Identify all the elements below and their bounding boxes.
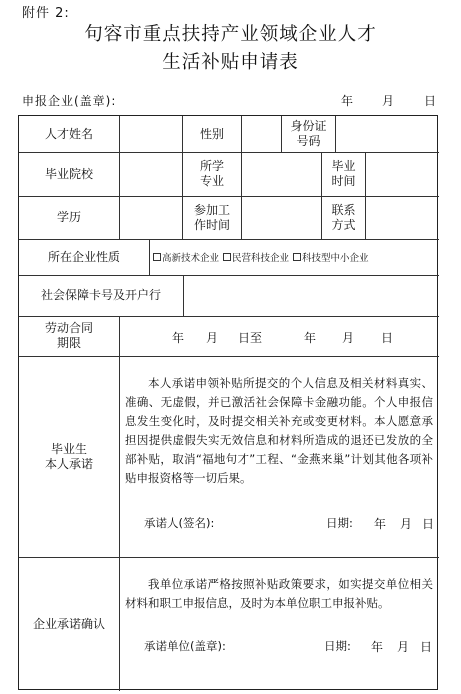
social-security-label: 社会保障卡号及开户行	[40, 288, 161, 302]
talent-name-label: 人才姓名	[44, 126, 93, 141]
option-high-tech[interactable]: 高新技术企业	[153, 250, 219, 264]
graduate-school-field[interactable]	[120, 152, 182, 196]
option-private-tech[interactable]: 民营科技企业	[223, 250, 289, 264]
graduate-date-year: 年	[374, 517, 387, 531]
enterprise-type-label: 所在企业性质	[47, 249, 120, 264]
talent-name-field[interactable]	[120, 116, 182, 152]
contract-end-year: 年	[304, 331, 317, 345]
contract-end-day: 日	[381, 331, 394, 345]
form-title-line2: 生活补贴申请表	[162, 52, 299, 73]
form-title-line1: 句容市重点扶持产业领域企业人才	[84, 24, 377, 45]
attachment-label: 附件 2:	[22, 6, 70, 21]
enterprise-date-label: 日期:	[324, 639, 351, 653]
enterprise-date-year: 年	[371, 640, 384, 654]
graduate-school-label: 毕业院校	[44, 166, 93, 181]
graduate-pledge-text: 本人承诺申领补贴所提交的个人信息及相关材料真实、准确、无虚假，并已激活社会保障卡金融功能。个人申报信息发生变化时，及时提交相关补充或变更材料。本人愿意承担因提供虚假失实无效信息和材料所造成的退还已发放的全部补贴，取消“福地句才”工程、“金燕来巢”计划其他各项补贴申报资格等一切后果。	[125, 376, 433, 485]
gender-field[interactable]	[242, 116, 281, 152]
contact-label: 联系 方式	[331, 202, 356, 232]
contact-field[interactable]	[366, 196, 439, 239]
graduate-signature-label: 承诺人(签名):	[144, 516, 215, 530]
enterprise-type-options	[153, 239, 373, 275]
application-table	[18, 115, 438, 690]
checkbox-icon[interactable]	[293, 253, 301, 261]
contract-period-label: 劳动合同 期限	[44, 321, 93, 350]
contract-start-month: 月	[206, 331, 219, 345]
option-tech-sme[interactable]: 科技型中小企业	[293, 250, 369, 264]
major-field[interactable]	[242, 152, 321, 196]
id-number-field[interactable]	[336, 116, 439, 152]
apply-year-label: 年	[341, 94, 354, 108]
enterprise-pledge-text: 我单位承诺严格按照补贴政策要求，如实提交单位相关材料和职工申报信息，及时为本单位职工申报补贴。	[125, 577, 433, 610]
work-start-time-field[interactable]	[242, 196, 321, 239]
contract-start-day-to: 日至	[238, 331, 263, 345]
enterprise-date-month: 月	[397, 640, 410, 654]
work-start-time-label: 参加工 作时间	[193, 202, 230, 232]
graduate-date-label: 日期:	[326, 516, 353, 530]
graduate-pledge-label: 毕业生 本人承诺	[44, 441, 93, 471]
id-number-label: 身份证 号码	[290, 119, 327, 148]
enterprise-date-day: 日	[420, 640, 433, 654]
major-label: 所学 专业	[199, 159, 224, 188]
graduation-time-label: 毕业 时间	[331, 159, 356, 188]
contract-start-year: 年	[172, 331, 185, 345]
checkbox-icon[interactable]	[153, 253, 161, 261]
apply-day-label: 日	[424, 94, 437, 108]
checkbox-icon[interactable]	[223, 253, 231, 261]
graduation-time-field[interactable]	[366, 152, 439, 196]
graduate-date-day: 日	[422, 517, 435, 531]
graduate-date-month: 月	[400, 517, 413, 531]
social-security-field[interactable]	[184, 275, 439, 316]
enterprise-pledge-label: 企业承诺确认	[32, 616, 105, 631]
applying-company-label: 申报企业(盖章):	[22, 94, 117, 108]
education-field[interactable]	[120, 196, 182, 239]
education-label: 学历	[56, 210, 81, 224]
enterprise-seal-label: 承诺单位(盖章):	[144, 639, 226, 653]
gender-label: 性别	[199, 126, 224, 141]
contract-end-month: 月	[342, 331, 355, 345]
apply-month-label: 月	[382, 94, 395, 108]
